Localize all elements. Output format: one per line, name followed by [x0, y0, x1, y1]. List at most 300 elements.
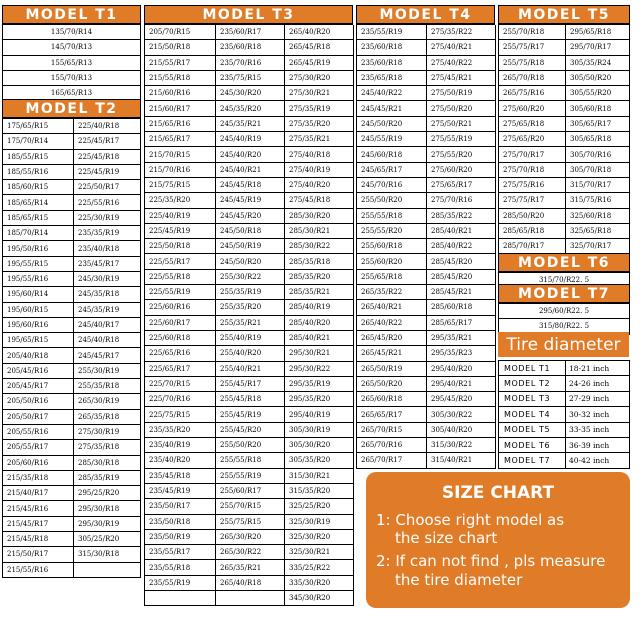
size-cell: 235/55/R19 [357, 25, 427, 40]
size-cell: 255/55/R18 [216, 453, 285, 468]
size-cell: 275/30/R20 [285, 71, 354, 86]
model-t6-header: MODEL T6 [498, 253, 630, 272]
size-cell: 255/70/R18 [499, 25, 566, 40]
size-cell: 215/45/R17 [3, 517, 74, 532]
model-t7-grid [498, 303, 630, 335]
size-cell: 325/65/R18 [566, 224, 630, 239]
size-cell: 285/45/R20 [427, 254, 496, 269]
size-cell: 185/55/R16 [3, 165, 74, 180]
size-cell: 215/75/R15 [145, 178, 216, 193]
size-chart-step-2-cont: the tire diameter [395, 571, 523, 589]
size-cell: 235/40/R20 [145, 453, 216, 468]
size-cell: 205/70/R15 [145, 25, 216, 40]
size-cell: 265/40/R22 [357, 316, 427, 331]
size-cell: 285/65/R17 [427, 316, 496, 331]
model-t4-header: MODEL T4 [356, 5, 495, 24]
size-cell: 215/50/R17 [3, 547, 74, 562]
size-cell: 245/50/R18 [216, 224, 285, 239]
size-cell: 235/55/R17 [145, 545, 216, 560]
size-cell: 315/40/R21 [427, 453, 496, 468]
size-cell: 215/70/R15 [145, 147, 216, 162]
size-cell: 265/70/R15 [357, 423, 427, 438]
size-cell: 245/35/R18 [74, 287, 141, 302]
size-cell: 325/25/R20 [285, 499, 354, 514]
size-cell: 305/35/R24 [566, 56, 630, 71]
model-t7-section [498, 284, 630, 335]
size-cell: 275/60/R20 [499, 101, 566, 116]
size-cell: 255/60/R20 [357, 254, 427, 269]
size-cell: 255/75/R17 [499, 40, 566, 55]
size-cell: 195/55/R16 [3, 272, 74, 287]
size-cell: 255/30/R22 [216, 270, 285, 285]
size-cell: 245/40/R19 [216, 132, 285, 147]
size-cell: 255/40/R21 [216, 362, 285, 377]
size-cell: 275/75/R16 [499, 178, 566, 193]
size-cell: 325/70/R17 [566, 239, 630, 254]
size-cell: 225/40/R18 [74, 119, 141, 134]
size-cell: 255/70/R15 [216, 499, 285, 514]
size-cell: 215/55/R17 [145, 56, 216, 71]
size-cell: 265/40/R18 [216, 576, 285, 591]
size-cell: 275/35/R20 [285, 117, 354, 132]
size-cell: 275/40/R19 [285, 163, 354, 178]
model-t3-section [144, 5, 353, 606]
size-cell: 195/50/R16 [3, 241, 74, 256]
size-cell: 215/55/R16 [3, 563, 74, 578]
size-cell: 185/65/R14 [3, 195, 74, 210]
size-cell: 275/70/R18 [499, 163, 566, 178]
size-cell: 275/50/R20 [427, 101, 496, 116]
size-cell: 205/45/R17 [3, 379, 74, 394]
size-cell: 245/45/R20 [216, 209, 285, 224]
size-cell: 225/55/R16 [74, 195, 141, 210]
size-cell: 275/40/R22 [427, 56, 496, 71]
size-cell: 245/45/R19 [216, 193, 285, 208]
size-cell: 265/45/R21 [357, 346, 427, 361]
size-cell: 235/50/R18 [145, 515, 216, 530]
size-cell: 255/40/R19 [216, 331, 285, 346]
size-cell: 285/30/R20 [285, 209, 354, 224]
diameter-range: 27-29 inch [566, 392, 630, 407]
size-cell: 275/40/R18 [285, 147, 354, 162]
size-cell: 305/30/R20 [285, 438, 354, 453]
size-cell: 295/45/R20 [427, 392, 496, 407]
size-cell: 245/40/R18 [74, 333, 141, 348]
size-cell: 215/60/R17 [145, 101, 216, 116]
size-cell: 135/70/R14 [3, 25, 141, 40]
diameter-range: 18-21 inch [566, 361, 630, 376]
size-cell: 245/40/R22 [357, 86, 427, 101]
size-cell [145, 591, 216, 606]
model-t4-grid [356, 24, 495, 469]
size-cell: 275/50/R19 [427, 86, 496, 101]
size-cell: 305/65/R18 [566, 132, 630, 147]
size-cell: 305/25/R20 [74, 532, 141, 547]
size-cell: 265/75/R16 [499, 86, 566, 101]
model-t5-header: MODEL T5 [498, 5, 630, 24]
size-cell: 265/35/R21 [216, 560, 285, 575]
size-cell: 215/65/R17 [145, 132, 216, 147]
size-cell: 315/75/R16 [566, 193, 630, 208]
model-t1-grid [2, 24, 141, 101]
size-cell: 235/45/R17 [74, 257, 141, 272]
size-cell: 295/70/R17 [566, 40, 630, 55]
size-cell: 225/50/R18 [145, 239, 216, 254]
size-cell: 215/45/R16 [3, 501, 74, 516]
size-cell: 225/65/R16 [145, 346, 216, 361]
size-cell: 255/60/R17 [216, 484, 285, 499]
model-t4-section [356, 5, 495, 469]
size-chart-step-1-cont: the size chart [395, 529, 498, 547]
size-cell: 165/65/R13 [3, 86, 141, 101]
size-cell: 275/65/R18 [499, 117, 566, 132]
size-cell: 245/70/R16 [357, 178, 427, 193]
size-cell: 245/45/R17 [74, 348, 141, 363]
size-cell: 295/40/R21 [427, 377, 496, 392]
size-cell: 285/40/R21 [285, 331, 354, 346]
size-cell: 275/50/R21 [427, 117, 496, 132]
size-cell: 175/70/R14 [3, 134, 74, 149]
size-cell: 255/45/R17 [216, 377, 285, 392]
size-cell: 285/60/R18 [427, 300, 496, 315]
size-cell: 315/80/R22. 5 [499, 319, 630, 334]
size-chart-box [366, 472, 630, 608]
diameter-model: MODEL T3 [499, 392, 566, 407]
model-t2-header: MODEL T2 [2, 99, 141, 118]
size-cell: 315/30/R21 [285, 469, 354, 484]
size-cell: 305/70/R18 [566, 163, 630, 178]
size-cell: 285/30/R22 [285, 239, 354, 254]
size-chart-step-2: 2: If can not find , pls measure [376, 552, 606, 570]
size-cell: 305/70/R16 [566, 147, 630, 162]
diameter-range: 33-35 inch [566, 423, 630, 438]
size-cell: 215/50/R18 [145, 40, 216, 55]
size-cell: 285/35/R21 [285, 285, 354, 300]
size-cell: 185/70/R14 [3, 226, 74, 241]
size-cell: 255/65/R18 [357, 270, 427, 285]
size-cell: 225/60/R17 [145, 316, 216, 331]
size-cell: 295/25/R20 [74, 486, 141, 501]
size-cell: 285/30/R18 [74, 456, 141, 471]
size-cell: 215/55/R18 [145, 71, 216, 86]
size-cell: 245/50/R19 [216, 239, 285, 254]
size-cell: 225/65/R17 [145, 362, 216, 377]
size-cell: 285/35/R20 [285, 270, 354, 285]
size-cell: 345/30/R20 [285, 591, 354, 606]
size-cell: 275/35/R19 [285, 101, 354, 116]
size-cell: 245/30/R20 [216, 86, 285, 101]
size-cell: 245/30/R19 [74, 272, 141, 287]
diameter-range: 30-32 inch [566, 407, 630, 422]
size-cell: 225/45/R19 [145, 224, 216, 239]
size-cell: 225/45/R18 [74, 150, 141, 165]
size-cell: 215/60/R16 [145, 86, 216, 101]
size-cell: 245/55/R19 [357, 132, 427, 147]
size-cell: 295/35/R21 [427, 331, 496, 346]
size-cell: 305/40/R20 [427, 423, 496, 438]
size-cell: 245/35/R21 [216, 117, 285, 132]
size-cell: 225/75/R15 [145, 407, 216, 422]
size-cell: 305/60/R18 [566, 101, 630, 116]
size-cell: 325/30/R19 [285, 515, 354, 530]
model-t3-header: MODEL T3 [144, 5, 353, 24]
size-cell: 265/70/R18 [499, 71, 566, 86]
size-cell: 265/70/R17 [357, 453, 427, 468]
tire-diameter-header: Tire diameter [498, 332, 629, 357]
size-cell: 225/45/R17 [74, 134, 141, 149]
size-cell: 335/30/R20 [285, 576, 354, 591]
size-cell: 255/50/R20 [357, 193, 427, 208]
diameter-range: 24-26 inch [566, 376, 630, 391]
size-cell: 255/35/R20 [216, 300, 285, 315]
size-cell: 305/30/R22 [427, 407, 496, 422]
diameter-model: MODEL T6 [499, 438, 566, 453]
size-cell: 245/40/R17 [74, 318, 141, 333]
size-cell: 225/60/R16 [145, 300, 216, 315]
size-cell: 255/60/R18 [357, 239, 427, 254]
size-cell: 265/65/R17 [357, 407, 427, 422]
size-cell: 245/45/R21 [357, 101, 427, 116]
size-cell: 235/60/R18 [357, 56, 427, 71]
size-cell: 255/75/R18 [499, 56, 566, 71]
size-cell: 185/60/R15 [3, 180, 74, 195]
model-t1-section [2, 5, 141, 101]
size-cell: 275/30/R19 [74, 425, 141, 440]
size-cell: 235/35/R19 [74, 226, 141, 241]
size-cell: 275/35/R22 [427, 25, 496, 40]
size-cell: 265/35/R18 [74, 410, 141, 425]
tire-diameter-table [498, 360, 630, 469]
size-cell: 255/30/R19 [74, 364, 141, 379]
size-cell: 205/60/R16 [3, 456, 74, 471]
size-cell: 265/50/R19 [357, 362, 427, 377]
size-cell: 295/35/R19 [285, 377, 354, 392]
size-cell: 215/65/R16 [145, 117, 216, 132]
size-cell [216, 591, 285, 606]
size-cell: 285/40/R21 [427, 224, 496, 239]
model-t6-section [498, 253, 630, 288]
diameter-model: MODEL T5 [499, 423, 566, 438]
size-cell: 265/30/R22 [216, 545, 285, 560]
diameter-model: MODEL T2 [499, 376, 566, 391]
size-cell: 245/50/R20 [216, 254, 285, 269]
size-cell: 225/35/R20 [145, 193, 216, 208]
size-cell: 265/35/R22 [357, 285, 427, 300]
size-cell: 265/30/R20 [216, 530, 285, 545]
size-cell: 325/30/R21 [285, 545, 354, 560]
size-cell: 285/30/R21 [285, 224, 354, 239]
size-cell: 255/55/R20 [357, 224, 427, 239]
size-cell: 295/65/R18 [566, 25, 630, 40]
size-cell: 235/55/R19 [145, 576, 216, 591]
size-cell: 225/30/R19 [74, 211, 141, 226]
size-cell: 285/40/R20 [285, 316, 354, 331]
size-cell: 255/55/R19 [216, 469, 285, 484]
size-cell: 315/70/R22. 5 [499, 273, 630, 288]
size-cell: 205/55/R17 [3, 440, 74, 455]
size-cell: 245/60/R18 [357, 147, 427, 162]
size-cell: 205/50/R16 [3, 394, 74, 409]
model-t7-header: MODEL T7 [498, 284, 630, 303]
size-cell: 285/65/R18 [499, 224, 566, 239]
size-cell: 255/75/R15 [216, 515, 285, 530]
size-cell: 295/35/R20 [285, 392, 354, 407]
size-cell: 275/65/R17 [427, 178, 496, 193]
size-cell: 195/65/R15 [3, 333, 74, 348]
size-cell: 265/45/R18 [285, 40, 354, 55]
size-cell: 255/45/R19 [216, 407, 285, 422]
size-cell: 305/35/R20 [285, 453, 354, 468]
size-cell: 235/45/R19 [145, 484, 216, 499]
size-cell: 205/40/R18 [3, 348, 74, 363]
size-cell: 275/45/R21 [427, 71, 496, 86]
size-cell: 155/70/R13 [3, 71, 141, 86]
size-cell: 155/65/R13 [3, 56, 141, 71]
size-cell: 235/35/R20 [145, 423, 216, 438]
size-cell: 275/60/R20 [427, 163, 496, 178]
size-cell: 265/30/R19 [74, 394, 141, 409]
model-t5-section [498, 5, 630, 254]
size-cell: 285/70/R17 [499, 239, 566, 254]
size-cell: 235/40/R19 [145, 438, 216, 453]
size-cell: 255/35/R21 [216, 316, 285, 331]
model-t2-section [2, 99, 141, 578]
size-cell: 195/60/R15 [3, 303, 74, 318]
size-cell: 275/55/R19 [427, 132, 496, 147]
size-cell: 285/35/R22 [427, 209, 496, 224]
diameter-model: MODEL T7 [499, 453, 566, 468]
size-cell: 255/35/R18 [74, 379, 141, 394]
model-t3-grid [144, 24, 353, 606]
size-cell [74, 563, 141, 578]
size-cell: 275/35/R21 [285, 132, 354, 147]
size-cell: 225/70/R16 [145, 392, 216, 407]
size-cell: 295/60/R22. 5 [499, 304, 630, 319]
size-cell: 215/40/R17 [3, 486, 74, 501]
size-cell: 225/55/R18 [145, 270, 216, 285]
size-cell: 275/65/R20 [499, 132, 566, 147]
size-cell: 265/70/R16 [357, 438, 427, 453]
size-cell: 275/75/R17 [499, 193, 566, 208]
size-cell: 225/50/R17 [74, 180, 141, 195]
size-cell: 235/75/R15 [216, 71, 285, 86]
size-cell: 335/25/R22 [285, 560, 354, 575]
size-cell: 235/55/R18 [145, 560, 216, 575]
size-cell: 245/35/R20 [216, 101, 285, 116]
size-cell: 145/70/R13 [3, 40, 141, 55]
size-cell: 315/35/R20 [285, 484, 354, 499]
diameter-model: MODEL T4 [499, 407, 566, 422]
size-cell: 225/40/R19 [145, 209, 216, 224]
size-cell: 225/55/R19 [145, 285, 216, 300]
size-cell: 205/45/R16 [3, 364, 74, 379]
size-cell: 305/65/R17 [566, 117, 630, 132]
size-cell: 235/60/R18 [357, 40, 427, 55]
size-cell: 195/60/R16 [3, 318, 74, 333]
size-cell: 255/45/R18 [216, 392, 285, 407]
size-cell: 185/65/R15 [3, 211, 74, 226]
size-cell: 285/35/R19 [74, 471, 141, 486]
size-cell: 205/55/R16 [3, 425, 74, 440]
size-cell: 255/45/R20 [216, 423, 285, 438]
size-cell: 275/40/R21 [427, 40, 496, 55]
size-cell: 265/40/R21 [357, 300, 427, 315]
size-cell: 285/40/R19 [285, 300, 354, 315]
size-cell: 305/55/R20 [566, 86, 630, 101]
size-cell: 285/45/R20 [427, 270, 496, 285]
size-cell: 245/40/R20 [216, 147, 285, 162]
size-cell: 235/40/R18 [74, 241, 141, 256]
size-cell: 285/35/R18 [285, 254, 354, 269]
size-cell: 265/60/R18 [357, 392, 427, 407]
size-cell: 255/55/R18 [357, 209, 427, 224]
size-cell: 275/40/R20 [285, 178, 354, 193]
size-cell: 265/50/R20 [357, 377, 427, 392]
size-cell: 175/65/R15 [3, 119, 74, 134]
size-cell: 235/45/R18 [145, 469, 216, 484]
size-cell: 255/50/R20 [216, 438, 285, 453]
size-cell: 225/55/R17 [145, 254, 216, 269]
size-cell: 295/30/R19 [74, 517, 141, 532]
size-cell: 295/30/R22 [285, 362, 354, 377]
size-cell: 225/45/R19 [74, 165, 141, 180]
size-cell: 245/50/R20 [357, 117, 427, 132]
model-t5-grid [498, 24, 630, 254]
size-cell: 255/35/R19 [216, 285, 285, 300]
size-cell: 245/45/R18 [216, 178, 285, 193]
model-t1-header: MODEL T1 [2, 5, 141, 24]
size-cell: 295/40/R20 [427, 362, 496, 377]
size-cell: 265/40/R20 [285, 25, 354, 40]
size-cell: 195/60/R14 [3, 287, 74, 302]
size-cell: 235/50/R19 [145, 530, 216, 545]
size-cell: 235/65/R18 [357, 71, 427, 86]
size-cell: 295/35/R23 [427, 346, 496, 361]
size-cell: 305/50/R20 [566, 71, 630, 86]
size-cell: 315/70/R17 [566, 178, 630, 193]
size-cell: 235/60/R17 [216, 25, 285, 40]
size-cell: 205/50/R17 [3, 410, 74, 425]
model-t2-grid [2, 118, 141, 578]
size-cell: 275/70/R16 [427, 193, 496, 208]
size-cell: 275/45/R18 [285, 193, 354, 208]
size-cell: 245/40/R21 [216, 163, 285, 178]
size-cell: 225/60/R18 [145, 331, 216, 346]
diameter-range: 36-39 inch [566, 438, 630, 453]
size-cell: 235/60/R18 [216, 40, 285, 55]
size-cell: 275/30/R21 [285, 86, 354, 101]
size-cell: 325/60/R18 [566, 209, 630, 224]
size-cell: 295/30/R21 [285, 346, 354, 361]
size-cell: 275/70/R17 [499, 147, 566, 162]
size-cell: 245/65/R17 [357, 163, 427, 178]
size-cell: 185/55/R15 [3, 150, 74, 165]
size-cell: 285/40/R22 [427, 239, 496, 254]
size-cell: 225/70/R15 [145, 377, 216, 392]
size-cell: 215/45/R18 [3, 532, 74, 547]
size-cell: 235/70/R16 [216, 56, 285, 71]
size-cell: 315/30/R18 [74, 547, 141, 562]
size-cell: 215/35/R18 [3, 471, 74, 486]
size-cell: 275/35/R18 [74, 440, 141, 455]
size-cell: 315/30/R22 [427, 438, 496, 453]
size-cell: 215/70/R16 [145, 163, 216, 178]
size-cell: 295/30/R18 [74, 501, 141, 516]
size-cell: 325/30/R20 [285, 530, 354, 545]
size-cell: 255/40/R20 [216, 346, 285, 361]
size-cell: 285/50/R20 [499, 209, 566, 224]
size-cell: 265/45/R19 [285, 56, 354, 71]
